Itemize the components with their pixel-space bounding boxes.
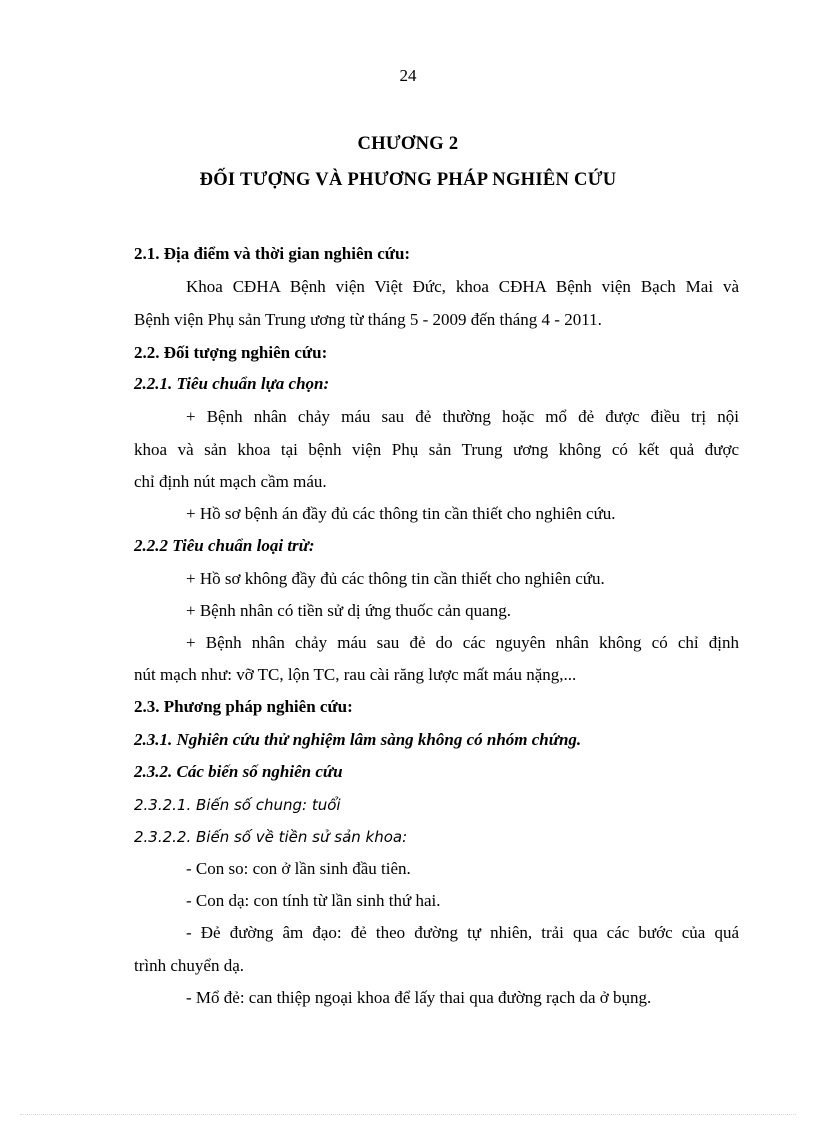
paragraph-line: khoa và sản khoa tại bệnh viện Phụ sản Trung ương không có kết quả được: [134, 440, 739, 459]
subsection-heading-2-2-1: 2.2.1. Tiêu chuẩn lựa chọn:: [134, 374, 330, 393]
paragraph-line: Khoa CĐHA Bệnh viện Việt Đức, khoa CĐHA Bệnh viện Bạch Mai và: [186, 277, 739, 296]
chapter-title: ĐỐI TƯỢNG VÀ PHƯƠNG PHÁP NGHIÊN CỨU: [199, 170, 617, 190]
paragraph-line: + Bệnh nhân có tiền sử dị ứng thuốc cản quang.: [186, 601, 511, 620]
subsection-heading-2-2-2: 2.2.2 Tiêu chuẩn loại trừ:: [134, 536, 315, 555]
paragraph-line: + Hồ sơ bệnh án đầy đủ các thông tin cần thiết cho nghiên cứu.: [186, 504, 616, 523]
paragraph-line: - Con so: con ở lần sinh đầu tiên.: [186, 859, 411, 878]
paragraph-line: + Bệnh nhân chảy máu sau đẻ do các nguyên nhân không có chỉ định: [186, 633, 739, 652]
subsection-heading-2-3-2: 2.3.2. Các biến số nghiên cứu: [134, 762, 343, 781]
paragraph-line: chỉ định nút mạch cầm máu.: [134, 472, 327, 491]
section-heading-2-3: 2.3. Phương pháp nghiên cứu:: [134, 697, 353, 716]
subsubsection-heading-2-3-2-1: 2.3.2.1. Biến số chung: tuổi: [134, 796, 341, 814]
paragraph-line: nút mạch như: vỡ TC, lộn TC, rau cài răng lược mất máu nặng,...: [134, 665, 577, 684]
page-bottom-divider: [20, 1114, 796, 1115]
paragraph-line: Bệnh viện Phụ sản Trung ương từ tháng 5 - 2009 đến tháng 4 - 2011.: [134, 310, 602, 329]
paragraph-line: - Đẻ đường âm đạo: đẻ theo đường tự nhiên, trải qua các bước của quá: [186, 923, 739, 942]
section-heading-2-2: 2.2. Đối tượng nghiên cứu:: [134, 343, 328, 362]
paragraph-line: - Mổ đẻ: can thiệp ngoại khoa để lấy thai qua đường rạch da ở bụng.: [186, 988, 652, 1007]
paragraph-line: trình chuyển dạ.: [134, 956, 244, 975]
page-number: 24: [399, 66, 417, 85]
chapter-heading: CHƯƠNG 2: [357, 134, 459, 154]
paragraph-line: + Hồ sơ không đầy đủ các thông tin cần thiết cho nghiên cứu.: [186, 569, 605, 588]
paragraph-line: - Con dạ: con tính từ lần sinh thứ hai.: [186, 891, 441, 910]
subsubsection-heading-2-3-2-2: 2.3.2.2. Biến số về tiền sử sản khoa:: [134, 828, 408, 846]
subsection-heading-2-3-1: 2.3.1. Nghiên cứu thử nghiệm lâm sàng không có nhóm chứng.: [134, 730, 582, 749]
paragraph-line: + Bệnh nhân chảy máu sau đẻ thường hoặc mổ đẻ được điều trị nội: [186, 407, 739, 426]
section-heading-2-1: 2.1. Địa điểm và thời gian nghiên cứu:: [134, 244, 411, 263]
